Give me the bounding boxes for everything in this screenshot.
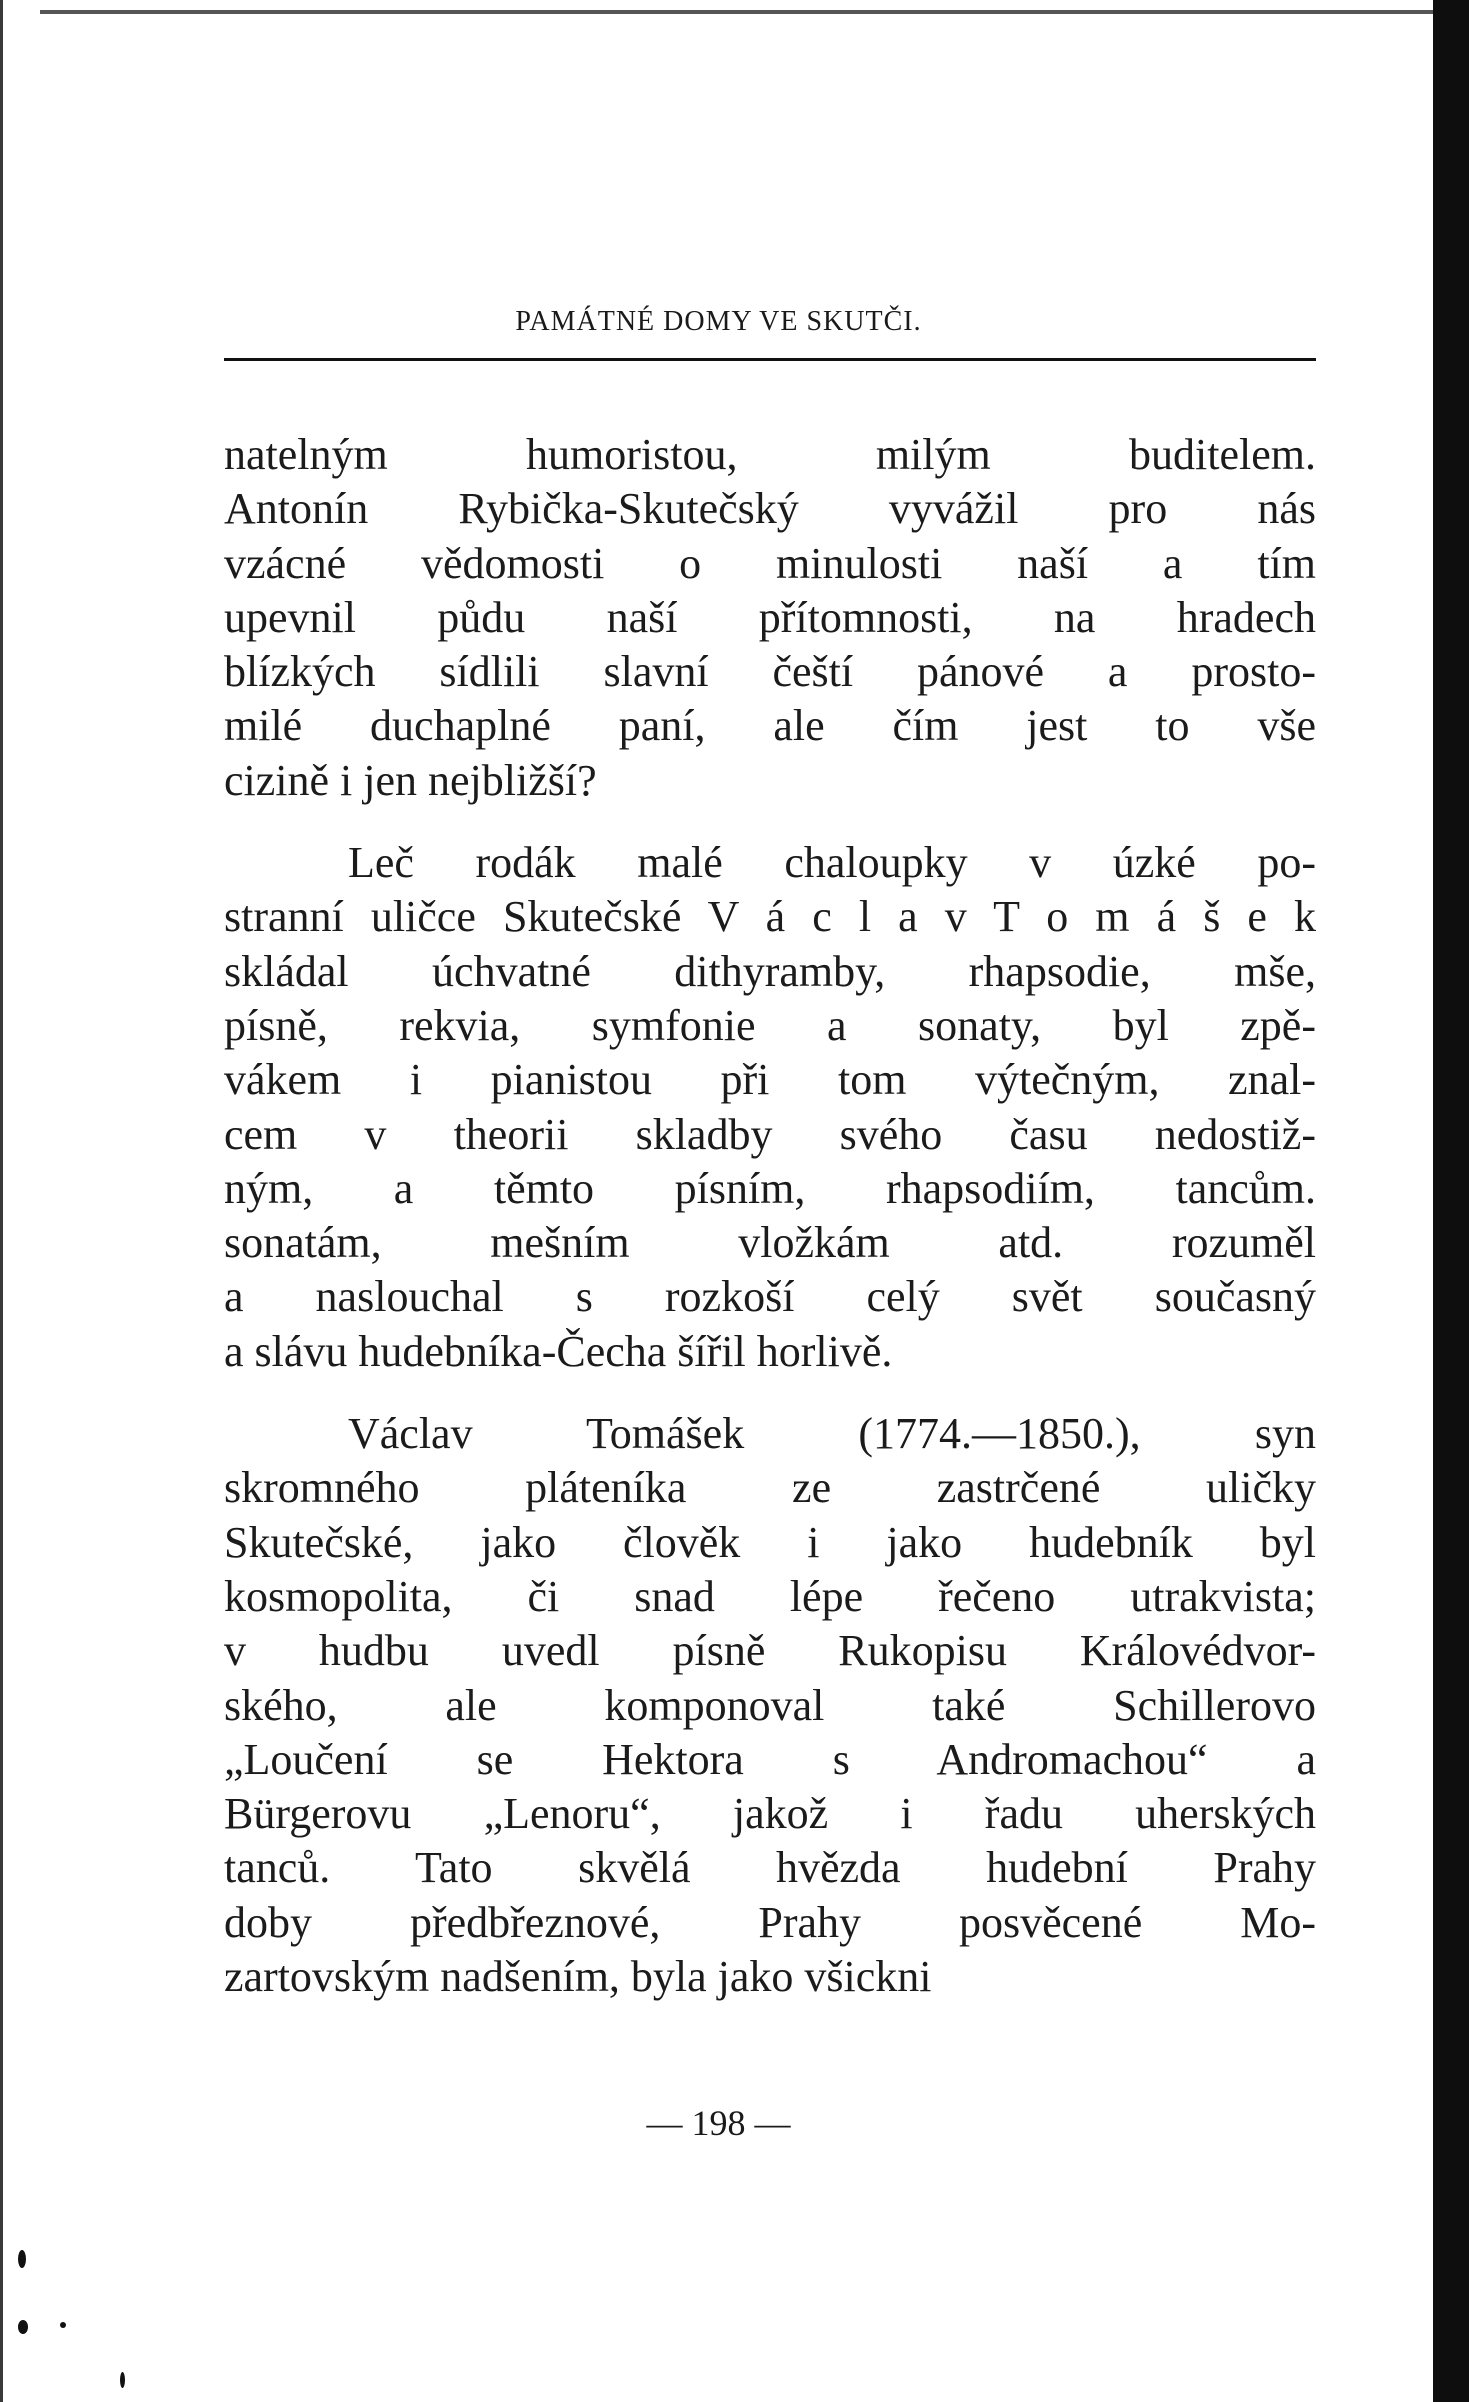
text-line: skládal úchvatné dithyramby, rhapsodie, mše, [224,946,1316,996]
text-line: Antonín Rybička-Skutečský vyvážil pro nás [224,484,1316,534]
scan-edge-top [40,10,1440,14]
paragraph [224,836,1316,1379]
text-line: vzácné vědomosti o minulosti naší a tím [224,538,1316,588]
text-line: „Loučení se Hektora s Andromachou“ a [224,1734,1316,1784]
text-line: upevnil půdu naší přítomnosti, na hradech [224,592,1316,642]
text-line: ným, a těmto písním, rhapsodiím, tancům. [224,1163,1316,1213]
text-line: skromného pláteníka ze zastrčené uličky [224,1463,1316,1513]
text-line: a naslouchal s rozkoší celý svět současný [224,1272,1316,1322]
scan-speck [60,2322,66,2328]
text-line: kosmopolita, či snad lépe řečeno utrakvista; [224,1571,1316,1621]
scan-edge-left [0,0,3,2402]
text-line: cizině i jen nejbližší? [224,755,597,805]
running-head: PAMÁTNÉ DOMY VE SKUTČI. [515,306,922,337]
scan-edge-right [1433,0,1469,2402]
scan-speck [120,2372,125,2388]
text-line: písně, rekvia, symfonie a sonaty, byl zpě- [224,1000,1316,1050]
text-line: doby předbřeznové, Prahy posvěcené Mo- [224,1897,1316,1947]
text-line: v hudbu uvedl písně Rukopisu Královédvor- [224,1626,1316,1676]
text-line: tanců. Tato skvělá hvězda hudební Prahy [224,1843,1316,1893]
text-line: blízkých sídlili slavní čeští pánové a prosto- [224,647,1316,697]
paragraph-gap [224,1379,1316,1407]
text-line: a slávu hudebníka-Čecha šířil horlivě. [224,1326,893,1376]
paragraph-gap [224,808,1316,836]
body-text [224,428,1316,2004]
text-line: Skutečské, jako člověk i jako hudebník byl [224,1517,1316,1567]
text-line: Václav Tomášek (1774.—1850.), syn [348,1409,1316,1459]
paragraph [224,1407,1316,2004]
text-line: cem v theorii skladby svého času nedostiž- [224,1109,1316,1159]
paragraph [224,428,1316,808]
scan-speck [18,2320,28,2334]
text-line: milé duchaplné paní, ale čím jest to vše [224,701,1316,751]
text-line: zartovským nadšením, byla jako všickni [224,1952,932,2002]
text-line: natelným humoristou, milým buditelem. [224,430,1316,479]
text-line: stranní uličce Skutečské V á c l a v T o m á š e k [224,892,1316,942]
header-rule [224,358,1316,361]
text-line: sonatám, mešním vložkám atd. rozuměl [224,1218,1316,1268]
text-line: vákem i pianistou při tom výtečným, znal- [224,1055,1316,1105]
text-line: Bürgerovu „Lenoru“, jakož i řadu uherských [224,1789,1316,1839]
scan-speck [18,2250,26,2268]
page-number: — 198 — [646,2103,791,2143]
text-line: ského, ale komponoval také Schillerovo [224,1680,1316,1730]
text-line: Leč rodák malé chaloupky v úzké po- [348,838,1316,888]
